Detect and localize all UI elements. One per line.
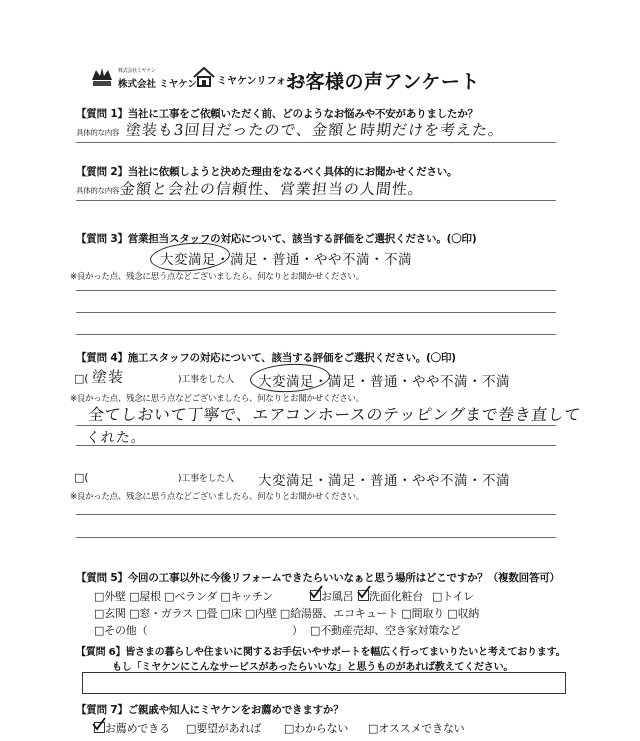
q5-row2[interactable]: □玄関 □窓・ガラス □畳 □床 □内壁 □給湯器、エコキュート □間取り □収納 — [94, 607, 480, 620]
q4-line-1 — [76, 425, 556, 426]
q2-question: 【質問 2】当社に依頼しようと決めた理由をなるべく具体的にお聞かせください。 — [76, 166, 458, 178]
q4-answer-line1: 全てしおいて丁寧で、エアコンホースのテッピングまで巻き直して — [86, 405, 582, 424]
q3-rating[interactable]: 大変満足・満足・普通・やや不満・不満 — [160, 252, 412, 268]
q4-answer-line2: くれた。 — [85, 430, 147, 446]
q5-other-close: ） — [292, 624, 303, 637]
q4-work2-suffix: )工事をした人 — [178, 474, 235, 484]
house-logo-icon — [193, 67, 215, 87]
q1-answer-line — [76, 142, 556, 143]
header — [0, 0, 640, 100]
miyaken-crest-icon — [90, 66, 114, 88]
q2-answer: 金額と会社の信頼性、営業担当の人間性。 — [119, 180, 425, 198]
q4-work1-type: 塗装 — [91, 368, 125, 386]
q3-note: ※良かった点、残念に思う点などございましたら、何なりとお聞かせください。 — [70, 272, 364, 282]
bath-label: お風呂 — [321, 590, 354, 603]
q5-row3-rest[interactable]: □不動産売却、空き家対策など — [310, 624, 461, 637]
q4-work2-prefix[interactable]: □( — [74, 471, 89, 484]
washbasin-label: 洗面化粧台 — [369, 590, 423, 603]
q3-line-2 — [76, 312, 556, 313]
q3-line-1 — [76, 290, 556, 291]
q2-answer-line — [76, 200, 556, 201]
q1-answer: 塗装も3回目だったので、金額と時期だけを考えた。 — [125, 121, 506, 139]
q3-question: 【質問 3】営業担当スタッフの対応について、該当する評価をご選択ください。(〇印) — [76, 233, 477, 245]
q3-line-3 — [76, 334, 556, 335]
q7-dont-know-option[interactable]: □わからない — [284, 722, 349, 735]
q6-question-line2: もし「ミヤケンにこんなサービスがあったらいいな」と思うものがあれば教えてください。 — [112, 662, 514, 673]
q7-question: 【質問 7】ご親戚や知人にミヤケンをお薦めできますか？ — [76, 704, 344, 716]
q7-if-requested-option[interactable]: □要望があれば — [186, 722, 261, 735]
q4-question: 【質問 4】施工スタッフの対応について、該当する評価をご選択ください。(〇印) — [76, 352, 456, 364]
logo1-tagline: 株式会社ミヤケン — [118, 68, 156, 74]
q7-cannot-recommend-option[interactable]: □オススメできない — [368, 722, 465, 735]
q4-rating1[interactable]: 大変満足・満足・普通・やや不満・不満 — [258, 374, 510, 390]
q5-toilet-option[interactable]: □トイレ — [432, 590, 475, 603]
q4-line-2 — [76, 445, 556, 446]
page-title: お客様の声アンケート — [286, 71, 480, 93]
recommend-label: お薦めできる — [105, 722, 170, 735]
q4-line-3 — [76, 514, 556, 515]
q4-work1-suffix: )工事をした人 — [178, 375, 235, 385]
q4-note2: ※良かった点、残念に思う点などございましたら、何なりとお聞かせください。 — [70, 492, 364, 502]
q4-line-4 — [76, 537, 556, 538]
q5-question: 【質問 5】今回の工事以外に今後リフォームできたらいいなぁと思う場所はどこですか？（複数回答可） — [76, 572, 560, 584]
q5-other-option[interactable]: □その他（ — [94, 624, 148, 637]
q1-question: 【質問 1】当社に工事をご依頼いただく前、どのようなお悩みや不安がありましたか？ — [76, 108, 478, 120]
q2-label: 具体的な内容 — [76, 186, 120, 195]
q4-rating2[interactable]: 大変満足・満足・普通・やや不満・不満 — [258, 473, 510, 489]
recommend-check-mark-icon — [92, 717, 106, 731]
q6-question-line1: 【質問 6】皆さまの暮らしや住まいに関するお手伝いやサポートを幅広く行ってまいりたいと考えております。 — [76, 647, 566, 658]
q1-label: 具体的な内容 — [76, 128, 120, 137]
q5-row1[interactable]: □外壁 □屋根 □ベランダ □キッチン — [94, 590, 274, 603]
q4-work1-prefix[interactable]: □( — [74, 372, 89, 385]
logo2-name: ミヤケンリフォーム — [217, 76, 306, 87]
q6-answer-box[interactable] — [82, 672, 566, 694]
logo1-name: 株式会社 ミヤケン — [118, 79, 197, 90]
q4-note1: ※良かった点、残念に思う点などございましたら、何なりとお聞かせください。 — [70, 394, 364, 404]
